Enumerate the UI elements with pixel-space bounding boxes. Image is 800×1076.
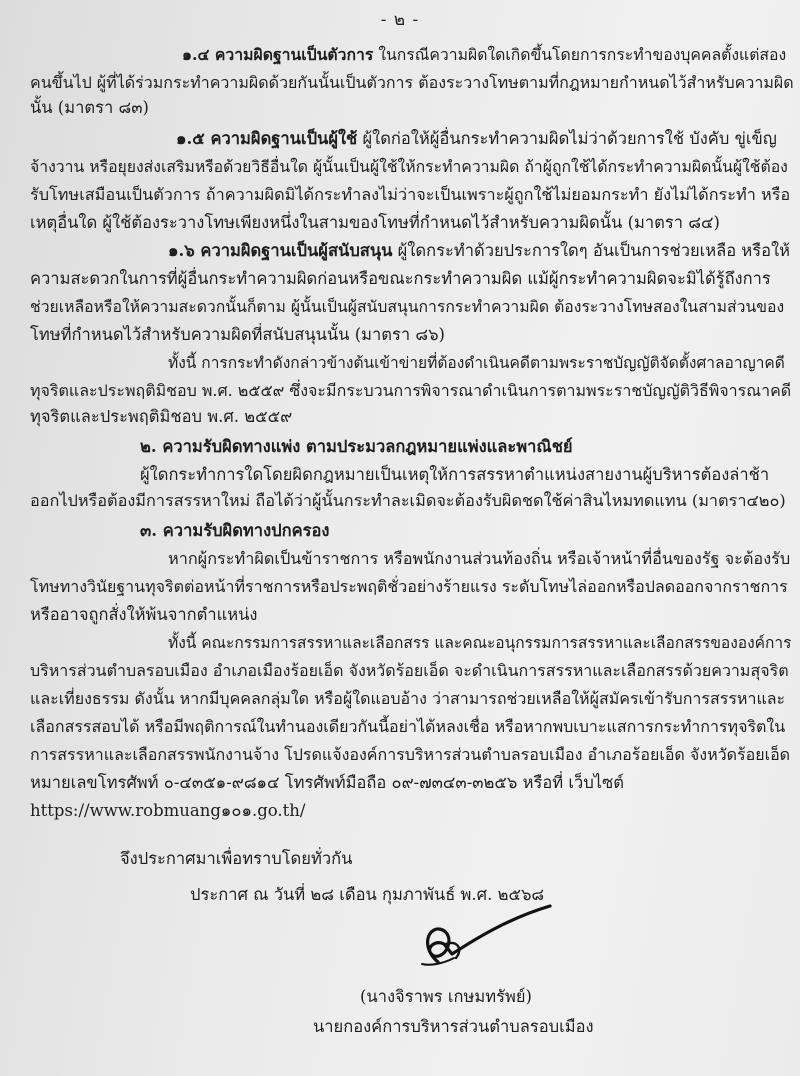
text-line: [30, 72, 794, 94]
page-number: - ๒ -: [380, 10, 420, 30]
line-text: ประกาศ ณ วันที่ ๒๘ เดือน กุมภาพันธ์ พ.ศ. ๒๕๖๘: [190, 885, 545, 904]
line-text: จึงประกาศมาเพื่อทราบโดยทั่วกัน: [120, 849, 353, 868]
line-text: ทั้งนี้ คณะกรรมการสรรหาและเลือกสรร และคณะอนุกรรมการสรรหาและเลือกสรรขององค์การ: [168, 634, 792, 652]
line-text: ทั้งนี้ การกระทำดังกล่าวข้างต้นเข้าข่ายที่ต้องดำเนินคดีตามพระราชบัญญัติจัดตั้งศาลอาญาคดี: [168, 354, 785, 372]
text-line: [30, 97, 149, 119]
line-text: หมายเลขโทรศัพท์ ๐-๔๓๕๑-๙๘๑๔ โทรศัพท์มือถือ ๐๙-๗๓๔๓-๓๒๕๖ หรือที่ เว็บไซต์: [30, 773, 624, 792]
text-line: [140, 464, 769, 486]
line-text: บริหารส่วนตำบลรอบเมือง อำเภอเมืองร้อยเอ็ด จังหวัดร้อยเอ็ด จะดำเนินการสรรหาและเลือกสรรด้วยความสุจริต: [30, 661, 789, 680]
signature-image: [360, 900, 560, 980]
text-line: [120, 848, 352, 870]
text-line: [30, 660, 789, 682]
text-line: [140, 520, 329, 542]
section-heading: ๑.๔ ความผิดฐานเป็นตัวการ: [182, 45, 374, 64]
text-line: [30, 184, 790, 206]
line-text: นั้น (มาตรา ๘๓): [30, 98, 149, 117]
line-text: ทุจริตและประพฤติมิชอบ พ.ศ. ๒๕๕๙: [30, 407, 293, 426]
section-heading: ๓. ความรับผิดทางปกครอง: [140, 521, 330, 540]
line-text: ผู้ใดกระทำด้วยประการใดๆ อันเป็นการช่วยเหลือ หรือให้: [392, 241, 791, 260]
line-text: โทษที่กำหนดไว้สำหรับความผิดที่สนับสนุนนั้น (มาตรา ๘๖): [30, 325, 445, 344]
text-line: [30, 380, 791, 402]
text-line: [30, 772, 624, 794]
line-text: https://www.robmuang๑๐๑.go.th/: [30, 801, 306, 820]
signer-position: นายกองค์การบริหารส่วนตำบลรอบเมือง: [313, 1017, 594, 1036]
text-line: [168, 632, 791, 654]
text-line: [168, 352, 785, 374]
text-line: [30, 490, 786, 512]
text-line: [30, 800, 305, 822]
line-text: ช่วยเหลือหรือให้ความสะดวกนั้นก็ตาม ผู้นั้นเป็นผู้สนับสนุนการกระทำความผิด ต้องระวางโทษสองในสามส่วนของ: [30, 297, 785, 316]
line-text: ผู้ใดก่อให้ผู้อื่นกระทำความผิดไม่ว่าด้วยการใช้ บังคับ ขู่เข็ญ: [357, 129, 777, 148]
text-line: [30, 212, 720, 234]
text-line: [182, 44, 786, 66]
line-text: เหตุอื่นใด ผู้ใช้ต้องระวางโทษเพียงหนึ่งในสามของโทษที่กำหนดไว้สำหรับความผิดนั้น (มาตรา ๘๔): [30, 213, 720, 232]
line-text: และเที่ยงธรรม ดังนั้น หากมีบุคคลกลุ่มใด หรือผู้ใดแอบอ้าง ว่าสามารถช่วยเหลือให้ผู้สมัครเข้ารับการสรรหาและ: [30, 689, 786, 708]
text-line: [30, 716, 785, 738]
text-line: [168, 548, 790, 570]
line-text: จ้างวาน หรือยุยงส่งเสริมหรือด้วยวิธีอื่นใด ผู้นั้นเป็นผู้ใช้ให้กระทำความผิด ถ้าผู้ถูกใช้ได้กระทำความผิดนั้นผู้ใช้ต้อง: [30, 157, 788, 176]
text-line: [30, 406, 292, 428]
line-text: หรืออาจถูกสั่งให้พ้นจากตำแหน่ง: [30, 605, 258, 624]
text-line: [30, 268, 771, 290]
line-text: เลือกสรรสอบได้ หรือมีพฤติการณ์ในทำนองเดียวกันนี้อย่าได้หลงเชื่อ หรือหากพบเบาะแสการกระทำการทุจริตใน: [30, 717, 786, 736]
text-line: [140, 436, 573, 458]
text-line: [30, 744, 790, 766]
text-line: [30, 604, 257, 626]
section-heading: ๑.๖ ความผิดฐานเป็นผู้สนับสนุน: [168, 241, 393, 260]
section-heading: ๑.๕ ความผิดฐานเป็นผู้ใช้: [176, 129, 358, 148]
line-text: หากผู้กระทำผิดเป็นข้าราชการ หรือพนักงานส่วนท้องถิ่น หรือเจ้าหน้าที่อื่นของรัฐ จะต้องรับ: [168, 549, 791, 568]
text-line: [30, 156, 788, 178]
line-text: ผู้ใดกระทำการใดโดยผิดกฎหมายเป็นเหตุให้การสรรหาตำแหน่งสายงานผู้บริหารต้องล่าช้า: [140, 465, 770, 484]
section-heading: ๒. ความรับผิดทางแพ่ง ตามประมวลกฎหมายแพ่งและพาณิชย์: [140, 437, 573, 456]
text-line: [30, 576, 788, 598]
text-line: [176, 128, 777, 150]
line-text: คนขึ้นไป ผู้ที่ได้ร่วมกระทำความผิดด้วยกันนั้นเป็นตัวการ ต้องระวางโทษตามที่กฎหมายกำหนดไว้สำหรับความผิด: [30, 73, 794, 92]
line-text: ทุจริตและประพฤติมิชอบ พ.ศ. ๒๕๕๙ ซึ่งจะมีกระบวนการพิจารณาดำเนินการตามพระราชบัญญัติวิธีพิจารณาคดี: [30, 381, 792, 400]
text-line: [30, 688, 785, 710]
line-text: ความสะดวกในการที่ผู้อื่นกระทำความผิดก่อนหรือขณะกระทำความผิด แม้ผู้กระทำความผิดจะมิได้รู้ถึงการ: [30, 269, 771, 288]
line-text: ออกไปหรือต้องมีการสรรหาใหม่ ถือได้ว่าผู้นั้นกระทำละเมิดจะต้องรับผิดชดใช้ค่าสินไหมทดแทน (มาตรา๔๒๐): [30, 491, 786, 510]
line-text: การสรรหาและเลือกสรรพนักงานจ้าง โปรดแจ้งองค์การบริหารส่วนตำบลรอบเมือง อำเภอร้อยเอ็ด จังหวัดร้อยเอ็ด: [30, 745, 791, 764]
line-text: รับโทษเสมือนเป็นตัวการ ถ้าความผิดมิได้กระทำลงไม่ว่าจะเป็นเพราะผู้ถูกใช้ไม่ยอมกระทำ ยังไม่ได้กระทำ หรือ: [30, 185, 791, 204]
signer-name: (นางจิราพร เกษมทรัพย์): [360, 987, 532, 1006]
text-line: [30, 296, 784, 318]
line-text: ในกรณีความผิดใดเกิดขึ้นโดยการกระทำของบุคคลตั้งแต่สอง: [373, 45, 787, 64]
text-line: [168, 240, 790, 262]
text-line: [30, 324, 445, 346]
line-text: โทษทางวินัยฐานทุจริตต่อหน้าที่ราชการหรือประพฤติชั่วอย่างร้ายแรง ระดับโทษไล่ออกหรือปลดออกจากราชการ: [30, 577, 788, 596]
